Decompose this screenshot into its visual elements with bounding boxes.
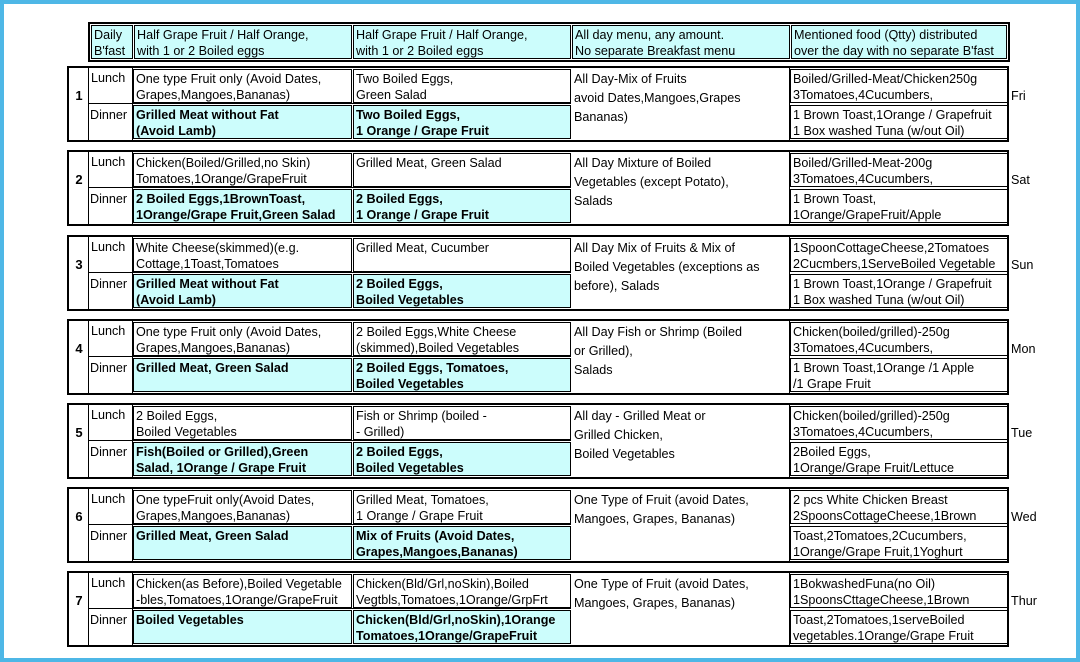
dinner-week1 — [133, 274, 352, 308]
day-number: 1 — [75, 88, 83, 103]
lunch-week2-line: 1 Orange / Grape Fruit — [356, 509, 483, 523]
dinner-week2-line: Tomatoes,1Orange/GrapeFruit — [356, 629, 538, 643]
divider — [88, 321, 89, 393]
dinner-label: Dinner — [90, 108, 128, 122]
header-week1-b-line2: with 1 or 2 Boiled eggs — [356, 44, 484, 58]
week4-line: 2Cucmbers,1ServeBoiled Vegetable — [793, 257, 996, 271]
allday-week3-line: All Day Fish or Shrimp (Boiled — [574, 325, 742, 339]
day-number: 3 — [75, 257, 83, 272]
divider — [88, 103, 571, 104]
week4-line: 1 Brown Toast, — [793, 192, 877, 206]
allday-week3 — [572, 238, 789, 308]
week4-line: Boiled/Grilled-Meat-200g — [793, 156, 933, 170]
allday-week3 — [572, 322, 789, 392]
lunch-week1-line: Chicken(Boiled/Grilled,no Skin) — [136, 156, 311, 170]
week4-line: 3Tomatoes,4Cucumbers, — [793, 88, 933, 102]
weekday-label: Tue — [1011, 426, 1033, 440]
week4-line: 1 Brown Toast,1Orange /1 Apple — [793, 361, 975, 375]
week4-line: 2 pcs White Chicken Breast — [793, 493, 948, 507]
lunch-week1 — [133, 153, 352, 187]
lunch-week2 — [353, 238, 571, 272]
allday-week3-line: Boiled Vegetables (exceptions as — [574, 260, 760, 274]
week4-bottom — [790, 189, 1008, 223]
lunch-week1-line: 2 Boiled Eggs, — [136, 409, 218, 423]
allday-week3-line: before), Salads — [574, 279, 660, 293]
allday-week3-line: Bananas) — [574, 110, 628, 124]
header-week4-line1: Mentioned food (Qtty) distributed — [794, 28, 978, 42]
dinner-week1-line: (Avoid Lamb) — [136, 124, 216, 138]
day-number: 2 — [75, 172, 83, 187]
dinner-week2 — [353, 189, 571, 223]
allday-week3 — [572, 69, 789, 139]
lunch-week2-line: 2 Boiled Eggs,White Cheese — [356, 325, 517, 339]
week4-top — [790, 322, 1008, 356]
day-number: 4 — [75, 341, 83, 356]
day-number: 7 — [75, 593, 83, 608]
allday-week3-line: One Type of Fruit (avoid Dates, — [574, 577, 749, 591]
lunch-label: Lunch — [91, 324, 126, 338]
weekday-label: Thur — [1011, 594, 1037, 608]
week4-top — [790, 406, 1008, 440]
weekday-label: Wed — [1011, 510, 1037, 524]
dinner-week2-line: 2 Boiled Eggs, — [356, 445, 443, 459]
divider — [88, 152, 89, 224]
week4-line: 1 Brown Toast,1Orange / Grapefruit — [793, 277, 992, 291]
header-week4 — [791, 25, 1007, 59]
dinner-week1 — [133, 442, 352, 476]
dinner-week2 — [353, 526, 571, 560]
allday-week3-line: All Day Mixture of Boiled — [574, 156, 712, 170]
lunch-week2-line: Chicken(Bld/Grl,noSkin),Boiled — [356, 577, 529, 591]
header-daily-line2: B'fast — [94, 44, 126, 58]
dinner-label: Dinner — [90, 445, 128, 459]
dinner-week2-line: Mix of Fruits (Avoid Dates, — [356, 529, 515, 543]
lunch-week2-line: Green Salad — [356, 88, 427, 102]
dinner-label: Dinner — [90, 192, 128, 206]
dinner-week2 — [353, 442, 571, 476]
dinner-week1 — [133, 105, 352, 139]
week4-line: 2SpoonsCottageCheese,1Brown — [793, 509, 977, 523]
lunch-label: Lunch — [91, 492, 126, 506]
week4-bottom — [790, 610, 1008, 644]
week4-bottom — [790, 358, 1008, 392]
weekday-label: Fri — [1011, 89, 1026, 103]
divider — [88, 272, 571, 273]
allday-week3 — [572, 574, 789, 644]
week4-line: 3Tomatoes,4Cucumbers, — [793, 172, 933, 186]
divider — [88, 489, 89, 561]
week4-top — [790, 69, 1008, 103]
dinner-week1-line: Grilled Meat without Fat — [136, 277, 279, 291]
allday-week3-line: Salads — [574, 194, 613, 208]
dinner-week2-line: Boiled Vegetables — [356, 377, 464, 391]
dinner-week1-line: Salad, 1Orange / Grape Fruit — [136, 461, 307, 475]
dinner-week1-line: Boiled Vegetables — [136, 613, 244, 627]
allday-week3-line: One Type of Fruit (avoid Dates, — [574, 493, 749, 507]
lunch-week2 — [353, 574, 571, 608]
lunch-week1-line: -bles,Tomatoes,1Orange/GrapeFruit — [136, 593, 338, 607]
day-block — [67, 319, 1009, 395]
weekday-label: Mon — [1011, 342, 1036, 356]
allday-week3-line: All Day Mix of Fruits & Mix of — [574, 241, 735, 255]
allday-week3-line: All Day-Mix of Fruits — [574, 72, 687, 86]
dinner-week1-line: Grilled Meat without Fat — [136, 108, 279, 122]
dinner-week1-line: Grilled Meat, Green Salad — [136, 361, 289, 375]
week4-line: 1SpoonCottageCheese,2Tomatoes — [793, 241, 990, 255]
dinner-label: Dinner — [90, 529, 128, 543]
divider — [88, 573, 89, 645]
week4-line: 1Orange/GrapeFruit/Apple — [793, 208, 942, 222]
header-daily — [91, 25, 133, 59]
allday-week3-line: All day - Grilled Meat or — [574, 409, 706, 423]
lunch-week1-line: Grapes,Mangoes,Bananas) — [136, 509, 291, 523]
header-week3-line2: No separate Breakfast menu — [575, 44, 736, 58]
day-block — [67, 487, 1009, 563]
dinner-label: Dinner — [90, 613, 128, 627]
lunch-week2 — [353, 406, 571, 440]
week4-line: /1 Grape Fruit — [793, 377, 871, 391]
lunch-week2-line: - Grilled) — [356, 425, 405, 439]
lunch-week2 — [353, 153, 571, 187]
header-week1-a-line1: Half Grape Fruit / Half Orange, — [137, 28, 309, 42]
lunch-week2-line: Grilled Meat, Green Salad — [356, 156, 502, 170]
lunch-week1 — [133, 574, 352, 608]
dinner-week1 — [133, 358, 352, 392]
lunch-week1-line: Grapes,Mangoes,Bananas) — [136, 341, 291, 355]
lunch-label: Lunch — [91, 71, 126, 85]
day-block — [67, 150, 1009, 226]
week4-top — [790, 153, 1008, 187]
allday-week3 — [572, 153, 789, 223]
allday-week3-line: or Grilled), — [574, 344, 633, 358]
header-week1-b-line1: Half Grape Fruit / Half Orange, — [356, 28, 528, 42]
lunch-week2 — [353, 322, 571, 356]
day-block — [67, 66, 1009, 142]
lunch-week2-line: (skimmed),Boiled Vegetables — [356, 341, 520, 355]
week4-bottom — [790, 442, 1008, 476]
week4-bottom — [790, 274, 1008, 308]
lunch-week2-line: Vegtbls,Tomatoes,1Orange/GrpFrt — [356, 593, 548, 607]
week4-line: Chicken(boiled/grilled)-250g — [793, 409, 950, 423]
dinner-week2-line: Boiled Vegetables — [356, 461, 464, 475]
dinner-label: Dinner — [90, 361, 128, 375]
week4-line: Toast,2Tomatoes,2Cucumbers, — [793, 529, 967, 543]
dinner-week1-line: (Avoid Lamb) — [136, 293, 216, 307]
header-week1-a — [134, 25, 352, 59]
allday-week3-line: Vegetables (except Potato), — [574, 175, 729, 189]
lunch-week1-line: White Cheese(skimmed)(e.g. — [136, 241, 300, 255]
week4-line: vegetables.1Orange/Grape Fruit — [793, 629, 974, 643]
dinner-week2-line: Boiled Vegetables — [356, 293, 464, 307]
dinner-label: Dinner — [90, 277, 128, 291]
dinner-week2 — [353, 610, 571, 644]
lunch-week1-line: One type Fruit only (Avoid Dates, — [136, 325, 322, 339]
day-block — [67, 403, 1009, 479]
week4-line: Boiled/Grilled-Meat/Chicken250g — [793, 72, 978, 86]
week4-top — [790, 238, 1008, 272]
divider — [88, 237, 89, 309]
header-week1-b — [353, 25, 571, 59]
divider — [88, 68, 89, 140]
lunch-week1 — [133, 238, 352, 272]
week4-line: 3Tomatoes,4Cucumbers, — [793, 425, 933, 439]
dinner-week2-line: Chicken(Bld/Grl,noSkin),1Orange — [356, 613, 556, 627]
lunch-week1 — [133, 490, 352, 524]
weekday-label: Sun — [1011, 258, 1034, 272]
dinner-week2-line: 1 Orange / Grape Fruit — [356, 124, 489, 138]
dinner-week1-line: Grilled Meat, Green Salad — [136, 529, 289, 543]
dinner-week2-line: Two Boiled Eggs, — [356, 108, 461, 122]
allday-week3-line: Mangoes, Grapes, Bananas) — [574, 596, 736, 610]
header-row — [88, 22, 1010, 62]
week4-line: 1Orange/Grape Fruit/Lettuce — [793, 461, 955, 475]
dinner-week2-line: 2 Boiled Eggs, — [356, 192, 443, 206]
divider — [88, 524, 571, 525]
lunch-week1 — [133, 69, 352, 103]
day-number: 6 — [75, 509, 83, 524]
week4-line: 1BokwashedFuna(no Oil) — [793, 577, 936, 591]
week4-top — [790, 574, 1008, 608]
week4-line: 1 Brown Toast,1Orange / Grapefruit — [793, 108, 992, 122]
lunch-week1-line: Boiled Vegetables — [136, 425, 237, 439]
dinner-week2-line: 2 Boiled Eggs, — [356, 277, 443, 291]
lunch-week1-line: Chicken(as Before),Boiled Vegetable — [136, 577, 342, 591]
dinner-week1-line: Fish(Boiled or Grilled),Green — [136, 445, 309, 459]
lunch-label: Lunch — [91, 240, 126, 254]
header-week3-line1: All day menu, any amount. — [575, 28, 725, 42]
week4-line: 1Orange/Grape Fruit,1Yoghurt — [793, 545, 963, 559]
header-daily-line1: Daily — [94, 28, 122, 42]
week4-line: 1SpoonsCttageCheese,1Brown — [793, 593, 970, 607]
week4-line: 3Tomatoes,4Cucumbers, — [793, 341, 933, 355]
lunch-week1-line: One type Fruit only (Avoid Dates, — [136, 72, 322, 86]
allday-week3-line: avoid Dates,Mangoes,Grapes — [574, 91, 741, 105]
divider — [88, 440, 571, 441]
dinner-week2 — [353, 274, 571, 308]
lunch-week2-line: Grilled Meat, Cucumber — [356, 241, 489, 255]
dinner-week1 — [133, 610, 352, 644]
day-block — [67, 571, 1009, 647]
divider — [88, 356, 571, 357]
lunch-week2-line: Two Boiled Eggs, — [356, 72, 454, 86]
lunch-week1-line: Grapes,Mangoes,Bananas) — [136, 88, 291, 102]
dinner-week1 — [133, 526, 352, 560]
lunch-label: Lunch — [91, 576, 126, 590]
lunch-week2-line: Fish or Shrimp (boiled - — [356, 409, 487, 423]
lunch-week2 — [353, 490, 571, 524]
allday-week3-line: Boiled Vegetables — [574, 447, 675, 461]
allday-week3 — [572, 406, 789, 476]
lunch-week1-line: One typeFruit only(Avoid Dates, — [136, 493, 315, 507]
allday-week3-line: Salads — [574, 363, 613, 377]
lunch-label: Lunch — [91, 155, 126, 169]
week4-line: 2Boiled Eggs, — [793, 445, 871, 459]
divider — [88, 187, 571, 188]
dinner-week1-line: 2 Boiled Eggs,1BrownToast, — [136, 192, 306, 206]
divider — [88, 608, 571, 609]
week4-bottom — [790, 526, 1008, 560]
lunch-week2 — [353, 69, 571, 103]
week4-line: Chicken(boiled/grilled)-250g — [793, 325, 950, 339]
dinner-week1 — [133, 189, 352, 223]
week4-top — [790, 490, 1008, 524]
lunch-label: Lunch — [91, 408, 126, 422]
weekday-label: Sat — [1011, 173, 1030, 187]
header-week4-line2: over the day with no separate B'fast — [794, 44, 994, 58]
dinner-week2-line: Grapes,Mangoes,Bananas) — [356, 545, 518, 559]
week4-line: 1 Box washed Tuna (w/out Oil) — [793, 293, 965, 307]
week4-bottom — [790, 105, 1008, 139]
dinner-week2-line: 1 Orange / Grape Fruit — [356, 208, 489, 222]
header-week3 — [572, 25, 790, 59]
dinner-week2 — [353, 358, 571, 392]
dinner-week1-line: 1Orange/Grape Fruit,Green Salad — [136, 208, 336, 222]
lunch-week1-line: Cottage,1Toast,Tomatoes — [136, 257, 279, 271]
allday-week3 — [572, 490, 789, 560]
week4-line: 1 Box washed Tuna (w/out Oil) — [793, 124, 965, 138]
lunch-week1 — [133, 322, 352, 356]
dinner-week2 — [353, 105, 571, 139]
lunch-week2-line: Grilled Meat, Tomatoes, — [356, 493, 489, 507]
allday-week3-line: Mangoes, Grapes, Bananas) — [574, 512, 736, 526]
day-number: 5 — [75, 425, 83, 440]
dinner-week2-line: 2 Boiled Eggs, Tomatoes, — [356, 361, 509, 375]
day-block — [67, 235, 1009, 311]
lunch-week1-line: Tomatoes,1Orange/GrapeFruit — [136, 172, 307, 186]
allday-week3-line: Grilled Chicken, — [574, 428, 663, 442]
divider — [88, 405, 89, 477]
lunch-week1 — [133, 406, 352, 440]
week4-line: Toast,2Tomatoes,1serveBoiled — [793, 613, 965, 627]
header-week1-a-line2: with 1 or 2 Boiled eggs — [137, 44, 265, 58]
